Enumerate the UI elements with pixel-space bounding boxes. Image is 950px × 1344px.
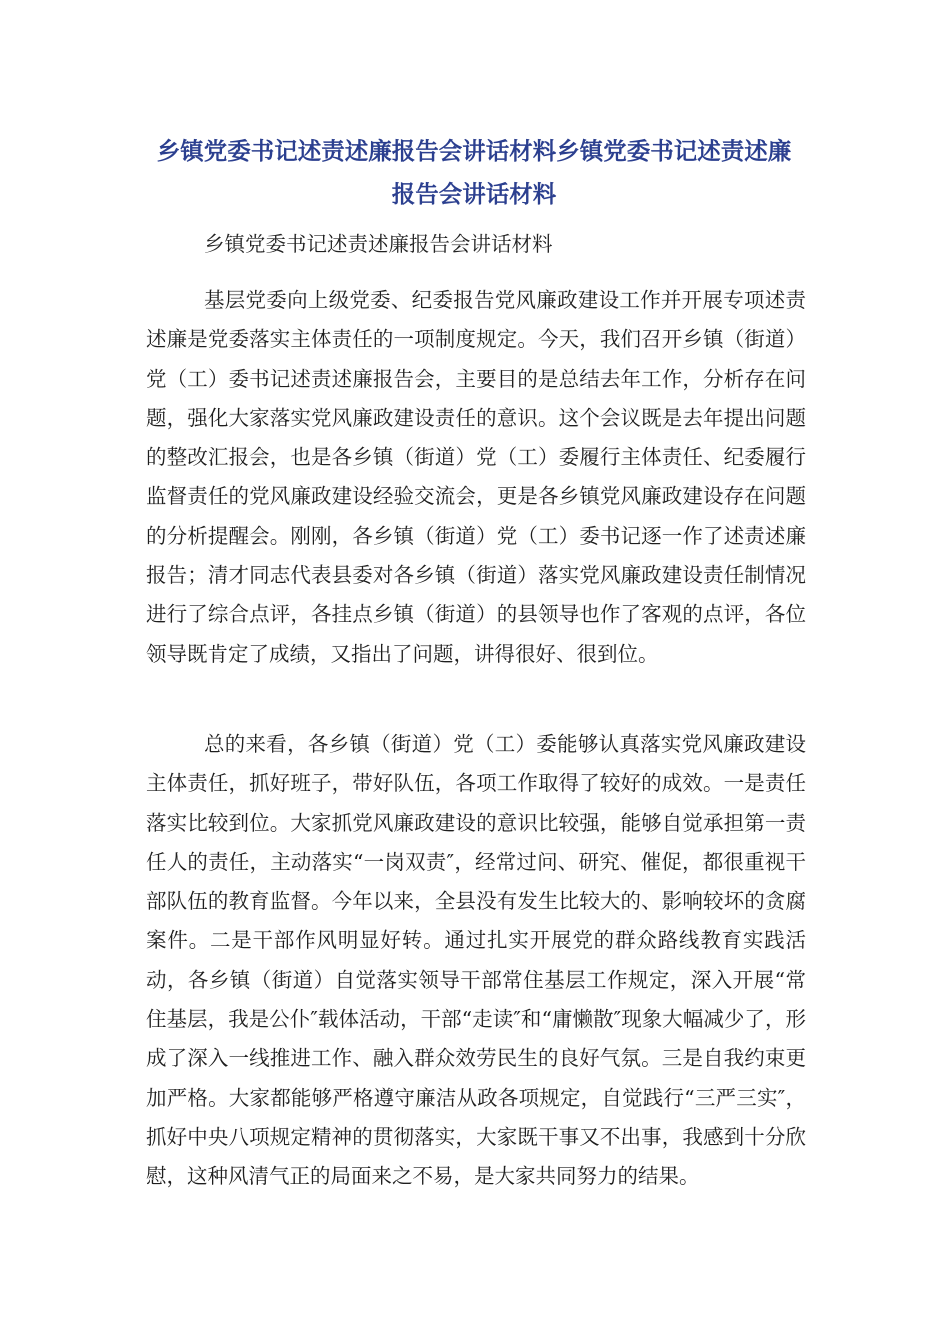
body-paragraph-2: 总的来看，各乡镇（街道）党（工）委能够认真落实党风廉政建设主体责任，抓好班子，带好队伍，各项工作取得了较好的成效。一是责任落实比较到位。大家抓党风廉政建设的意识比较强，能够自觉承担第一责任人的责任，主动落实“一岗双责″，经常过问、研究、催促，都很重视干部队伍的教育监督。今年以来，全县没有发生比较大的、影响较坏的贪腐案件。二是干部作风明显好转。通过扎实开展党的群众路线教育实践活动，各乡镇（街道）自觉落实领导干部常住基层工作规定，深入开展“常住基层，我是公仆″载体活动，干部“走读″和“庸懒散″现象大幅减少了，形成了深入一线推进工作、融入群众效劳民生的良好气氛。三是自我约束更加严格。大家都能够严格遵守廉洁从政各项规定，自觉践行“三严三实″，抓好中央八项规定精神的贯彻落实，大家既干事又不出事，我感到十分欣慰，这种风清气正的局面来之不易，是大家共同努力的结果。: [146, 732, 806, 1189]
body-paragraph-1: 基层党委向上级党委、纪委报告党风廉政建设工作并开展专项述责述廉是党委落实主体责任的一项制度规定。今天，我们召开乡镇（街道）党（工）委书记述责述廉报告会，主要目的是总结去年工作，分析存在问题，强化大家落实党风廉政建设责任的意识。这个会议既是去年提出问题的整改汇报会，也是各乡镇（街道）党（工）委履行主体责任、纪委履行监督责任的党风廉政建设经验交流会，更是各乡镇党风廉政建设存在问题的分析提醒会。刚刚，各乡镇（街道）党（工）委书记逐一作了述责述廉报告；清才同志代表县委对各乡镇（街道）落实党风廉政建设责任制情况进行了综合点评，各挂点乡镇（街道）的县领导也作了客观的点评，各位领导既肯定了成绩，又指出了问题，讲得很好、很到位。: [146, 288, 806, 666]
document-title: 乡镇党委书记述责述廉报告会讲话材料乡镇党委书记述责述廉报告会讲话材料: [156, 137, 792, 208]
document-subtitle: 乡镇党委书记述责述廉报告会讲话材料: [204, 232, 553, 256]
